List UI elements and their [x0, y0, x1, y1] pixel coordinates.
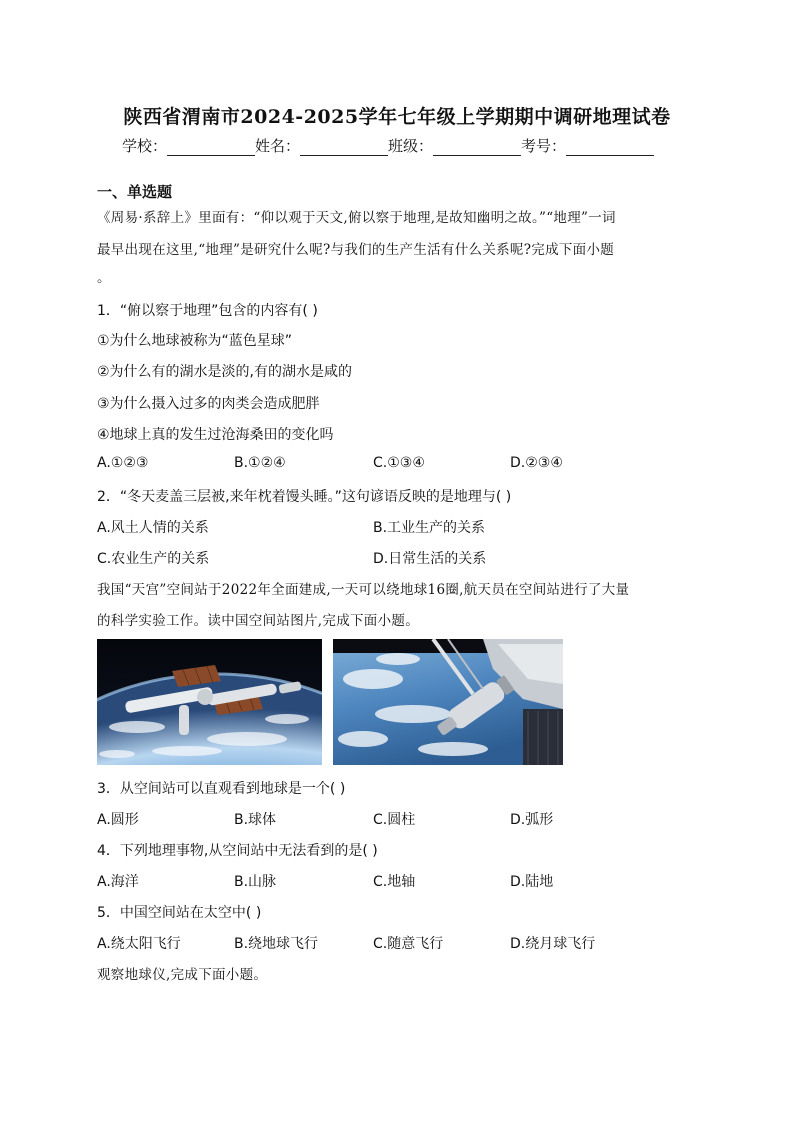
q4-stem: 4．下列地理事物,从空间站中无法看到的是( ): [97, 843, 378, 859]
school-blank[interactable]: [167, 139, 255, 156]
q5-stem: 5．中国空间站在太空中( ): [97, 905, 262, 921]
exam-number-blank[interactable]: [566, 139, 654, 156]
name-field: [255, 135, 388, 156]
space-station-photo: [97, 639, 322, 765]
q2-stem: 2．“冬天麦盖三层被,来年枕着馒头睡。”这句谚语反映的是地理与( ): [97, 489, 512, 505]
q3-option-a[interactable]: A.圆形: [97, 812, 139, 828]
q4-option-d[interactable]: D.陆地: [510, 874, 554, 890]
q1-option-c[interactable]: C.①③④: [373, 455, 425, 471]
q1-option-b[interactable]: B.①②④: [234, 455, 286, 471]
q3-option-b[interactable]: B.球体: [234, 812, 277, 828]
exam-number-label: 考号：: [521, 137, 567, 155]
student-info-line: [122, 135, 654, 156]
q1-item: ②为什么有的湖水是淡的,有的湖水是咸的: [97, 364, 352, 380]
q1-stem: 1．“俯以察于地理”包含的内容有( ): [97, 303, 318, 319]
q4-option-b[interactable]: B.山脉: [234, 874, 277, 890]
q3-option-d[interactable]: D.弧形: [510, 812, 554, 828]
name-blank[interactable]: [300, 139, 388, 156]
school-label: 学校：: [122, 137, 168, 155]
q5-options: [97, 933, 717, 953]
passage1-line: 最早出现在这里,“地理”是研究什么呢?与我们的生产生活有什么关系呢?完成下面小题: [97, 242, 615, 258]
q4-option-a[interactable]: A.海洋: [97, 874, 139, 890]
q2-option-a[interactable]: A.风土人情的关系: [97, 520, 209, 536]
class-label: 班级：: [388, 137, 434, 155]
class-blank[interactable]: [433, 139, 521, 156]
q1-item: ①为什么地球被称为“蓝色星球”: [97, 333, 293, 349]
school-field: [122, 135, 255, 156]
passage2-line: 我国“天宫”空间站于2022年全面建成,一天可以绕地球16圈,航天员在空间站进行了大量: [97, 582, 630, 598]
exam-title: 陕西省渭南市2024-2025学年七年级上学期期中调研地理试卷: [123, 106, 671, 128]
q1-options: [97, 455, 717, 475]
passage2-line: 的科学实验工作。读中国空间站图片,完成下面小题。: [97, 613, 419, 629]
q2-option-d[interactable]: D.日常生活的关系: [373, 551, 487, 567]
q5-option-a[interactable]: A.绕太阳飞行: [97, 936, 181, 952]
q1-item: ④地球上真的发生过沧海桑田的变化吗: [97, 427, 334, 443]
station-view-photo: [333, 639, 563, 765]
q5-option-c[interactable]: C.随意飞行: [373, 936, 444, 952]
q2-option-b[interactable]: B.工业生产的关系: [373, 520, 486, 536]
q4-option-c[interactable]: C.地轴: [373, 874, 416, 890]
exam-number-field: [521, 135, 654, 156]
q1-option-a[interactable]: A.①②③: [97, 455, 149, 471]
q3-options: [97, 809, 717, 829]
q2-options-row1: [97, 517, 717, 537]
section-heading: 一、单选题: [97, 183, 173, 201]
name-label: 姓名：: [255, 137, 301, 155]
q2-option-c[interactable]: C.农业生产的关系: [97, 551, 210, 567]
passage1-line: 《周易·系辞上》里面有：“仰以观于天文,俯以察于地理,是故知幽明之故。”“地理”一词: [97, 210, 616, 226]
q1-item: ③为什么摄入过多的肉类会造成肥胖: [97, 396, 320, 412]
q3-stem: 3．从空间站可以直观看到地球是一个( ): [97, 781, 346, 797]
q4-options: [97, 871, 717, 891]
q5-option-b[interactable]: B.绕地球飞行: [234, 936, 319, 952]
passage3-line: 观察地球仪,完成下面小题。: [97, 967, 268, 983]
q3-option-c[interactable]: C.圆柱: [373, 812, 416, 828]
q2-options-row2: [97, 548, 717, 568]
class-field: [388, 135, 521, 156]
passage1-line: 。: [97, 270, 111, 286]
q5-option-d[interactable]: D.绕月球飞行: [510, 936, 596, 952]
q1-option-d[interactable]: D.②③④: [510, 455, 563, 471]
